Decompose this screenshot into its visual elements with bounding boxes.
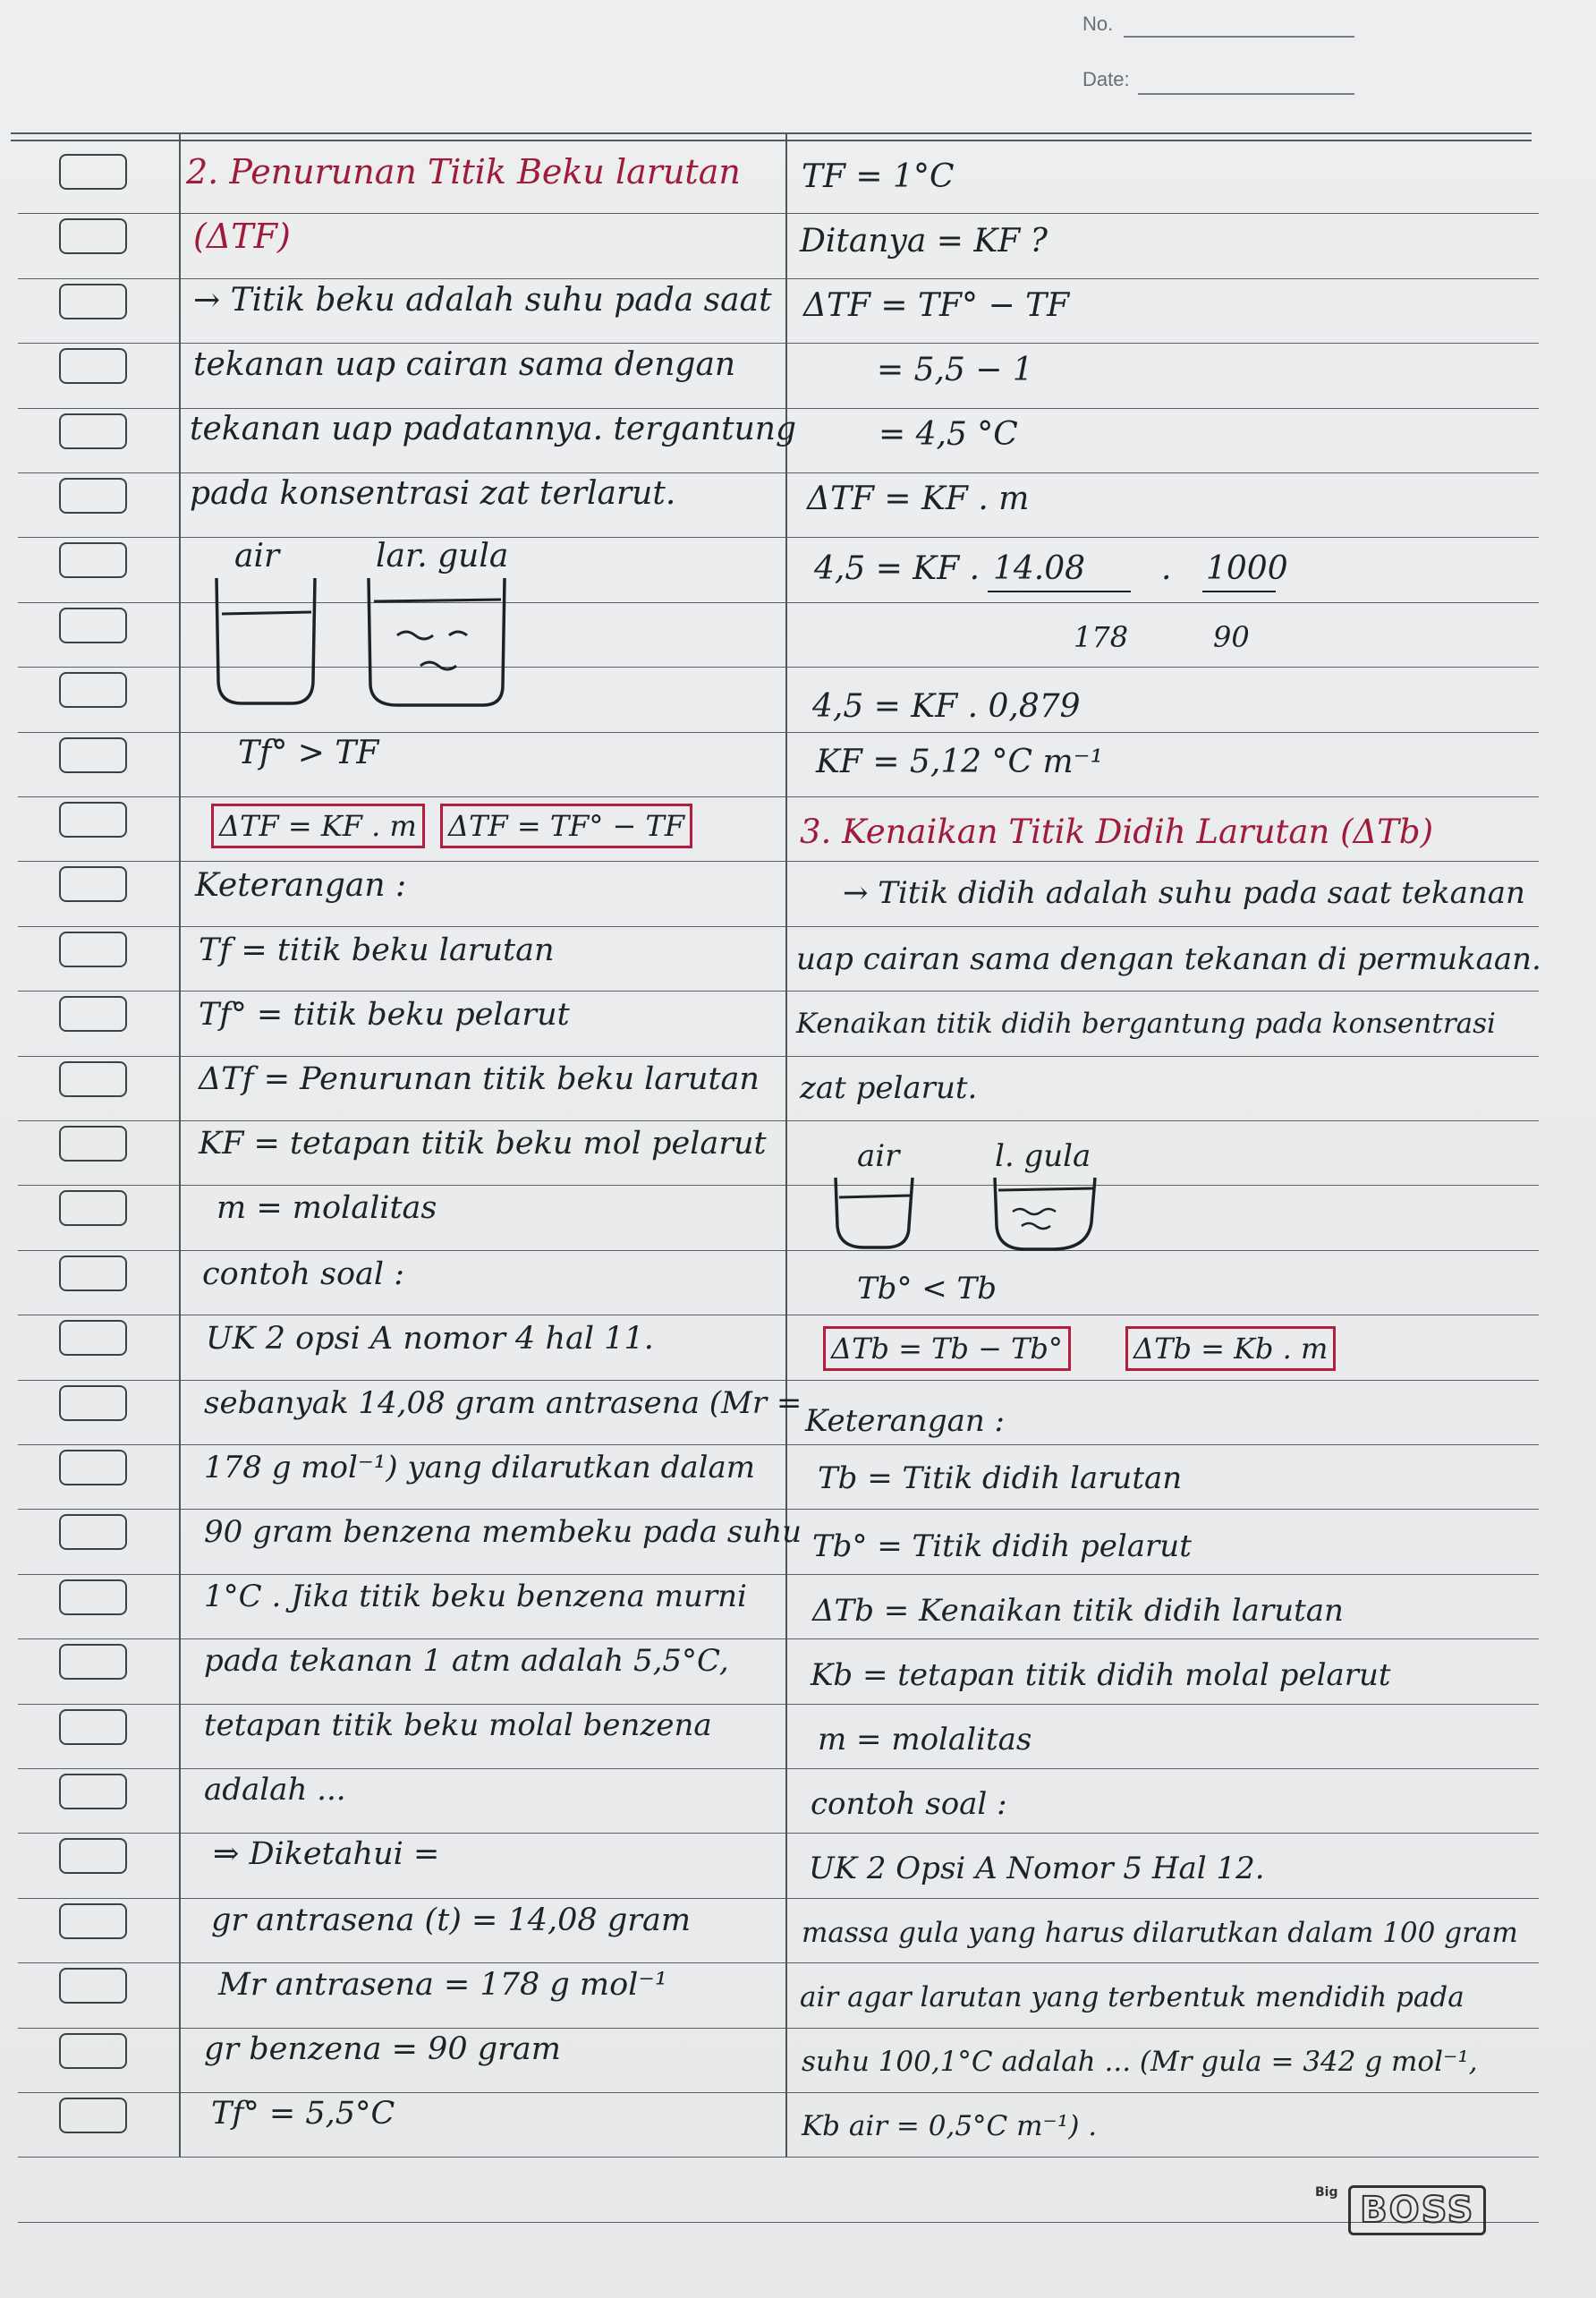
left-soal-5: 1°C . Jika titik beku benzena murni [204, 1579, 747, 1614]
date-label: Date: [1082, 68, 1130, 90]
checkbox[interactable] [59, 996, 127, 1032]
solute-waves [397, 632, 467, 669]
left-soal-8: adalah ... [204, 1772, 346, 1808]
checkbox[interactable] [59, 737, 127, 773]
checkbox[interactable] [59, 1903, 127, 1939]
right-heading-3: 3. Kenaikan Titik Didih Larutan (ΔTb) [800, 813, 1434, 851]
checkbox[interactable] [59, 348, 127, 384]
left-diketahui: ⇒ Diketahui = [213, 1836, 440, 1872]
right-r6: ΔTF = KF . m [807, 481, 1030, 517]
row-line [18, 1638, 1539, 1639]
right-def-2: uap cairan sama dengan tekanan di permukaan. [796, 941, 1541, 977]
checkbox[interactable] [59, 1190, 127, 1226]
right-r8: 4,5 = KF . 0,879 [812, 688, 1081, 725]
checkbox[interactable] [59, 1061, 127, 1097]
water-level [222, 612, 311, 614]
left-dik-1: gr antrasena (t) = 14,08 gram [211, 1902, 692, 1938]
left-dik-2: Mr antrasena = 178 g mol⁻¹ [218, 1967, 667, 2003]
left-ket-3: ΔTf = Penurunan titik beku larutan [199, 1061, 760, 1097]
left-def-4: pada konsentrasi zat terlarut. [190, 475, 676, 512]
solution-level [374, 600, 501, 601]
top-rule [11, 132, 1532, 134]
row-line [18, 1380, 1539, 1381]
row-line [18, 1056, 1539, 1057]
left-dik-4: Tf° = 5,5°C [211, 2096, 395, 2132]
right-ket-4: Kb = tetapan titik didih molal pelarut [811, 1657, 1391, 1693]
right-ket-3: ΔTb = Kenaikan titik didih larutan [812, 1593, 1344, 1629]
checkbox[interactable] [59, 802, 127, 838]
right-def-1: → Titik didih adalah suhu pada saat tekanan [843, 875, 1525, 911]
row-line [18, 1120, 1539, 1121]
checkbox[interactable] [59, 1774, 127, 1809]
checkbox[interactable] [59, 1579, 127, 1615]
right-r1: TF = 1°C [802, 158, 955, 195]
right-r7-lhs: 4,5 = KF . [814, 550, 981, 587]
checkbox[interactable] [59, 284, 127, 319]
left-formula-1: ΔTF = KF . m [211, 804, 425, 848]
right-soal-2: massa gula yang harus dilarutkan dalam 100 gram [802, 1917, 1518, 1949]
fraction-bar-1 [988, 591, 1131, 592]
no-line [1124, 36, 1354, 38]
row-line [18, 1962, 1539, 1963]
row-line [18, 1185, 1539, 1186]
checkbox[interactable] [59, 154, 127, 190]
logo-big-text: BOSS [1348, 2185, 1486, 2235]
left-soal-4: 90 gram benzena membeku pada suhu [204, 1514, 802, 1550]
checkbox[interactable] [59, 1968, 127, 2004]
right-ket-5: m = molalitas [818, 1722, 1032, 1758]
checkbox[interactable] [59, 2098, 127, 2133]
checkbox[interactable] [59, 542, 127, 578]
right-r3: ΔTF = TF° − TF [803, 287, 1070, 324]
fraction-bar-2 [1202, 591, 1276, 592]
left-ket-2: Tf° = titik beku pelarut [199, 997, 570, 1033]
water-level-2 [839, 1196, 911, 1197]
row-line [18, 213, 1539, 214]
right-soal-5: Kb air = 0,5°C m⁻¹) . [802, 2110, 1098, 2142]
row-line [18, 926, 1539, 927]
right-compare: Tb° < Tb [857, 1271, 997, 1306]
row-line [18, 796, 1539, 797]
checkbox[interactable] [59, 672, 127, 708]
right-r7-dot: . [1161, 550, 1172, 587]
left-contoh: contoh soal : [202, 1256, 405, 1292]
left-soal-6: pada tekanan 1 atm adalah 5,5°C, [204, 1643, 729, 1679]
left-def-2: tekanan uap cairan sama dengan [193, 346, 736, 383]
left-ket-5: m = molalitas [216, 1190, 437, 1226]
row-line [18, 2092, 1539, 2093]
row-line [18, 1704, 1539, 1705]
right-r7-den2: 90 [1213, 620, 1250, 654]
row-line [18, 472, 1539, 473]
left-def-1: → Titik beku adalah suhu pada saat [193, 282, 772, 319]
checkbox[interactable] [59, 1320, 127, 1356]
checkbox[interactable] [59, 1450, 127, 1485]
checkbox[interactable] [59, 1255, 127, 1291]
right-r4: = 5,5 − 1 [877, 352, 1033, 388]
solute-waves-2 [1013, 1209, 1056, 1229]
beaker-air [216, 578, 315, 703]
right-r5: = 4,5 °C [879, 416, 1018, 453]
row-line [18, 861, 1539, 862]
right-label-gula: l. gula [995, 1138, 1091, 1174]
right-r7-num2: 1000 [1206, 550, 1288, 587]
left-compare: Tf° > TF [238, 735, 379, 771]
row-line [18, 2222, 1539, 2223]
checkbox[interactable] [59, 1514, 127, 1550]
right-contoh: contoh soal : [811, 1786, 1007, 1822]
logo-small-text: Big [1315, 2185, 1338, 2200]
row-line [18, 343, 1539, 344]
right-def-3: Kenaikan titik didih bergantung pada konsentrasi [796, 1008, 1496, 1040]
left-soal-1: UK 2 opsi A nomor 4 hal 11. [206, 1321, 654, 1357]
row-line [18, 1509, 1539, 1510]
row-line [18, 2157, 1539, 2158]
row-line [18, 1574, 1539, 1575]
left-keterangan: Keterangan : [195, 867, 407, 904]
left-label-air: air [234, 538, 280, 574]
solution-level-2 [998, 1188, 1093, 1190]
right-r9: KF = 5,12 °C m⁻¹ [816, 744, 1104, 780]
brand-logo [1315, 2185, 1486, 2235]
row-line [18, 1444, 1539, 1445]
right-formula-2: ΔTb = Kb . m [1125, 1326, 1336, 1371]
date-line [1138, 93, 1354, 95]
left-soal-7: tetapan titik beku molal benzena [204, 1707, 712, 1743]
checkbox[interactable] [59, 218, 127, 254]
right-ket-2: Tb° = Titik didih pelarut [812, 1528, 1192, 1564]
checkbox[interactable] [59, 1385, 127, 1421]
checkbox[interactable] [59, 1126, 127, 1162]
row-line [18, 1250, 1539, 1251]
left-beaker-diagram [206, 573, 528, 716]
row-line [18, 1768, 1539, 1769]
row-line [18, 278, 1539, 279]
right-ket-1: Tb = Titik didih larutan [818, 1460, 1183, 1496]
checkbox[interactable] [59, 2033, 127, 2069]
row-line [18, 732, 1539, 733]
row-line [18, 991, 1539, 992]
right-def-4: zat pelarut. [800, 1070, 978, 1106]
top-rule-2 [11, 140, 1532, 141]
row-line [18, 1898, 1539, 1899]
checkbox[interactable] [59, 1709, 127, 1745]
right-r7-num1: 14.08 [993, 550, 1086, 587]
right-soal-3: air agar larutan yang terbentuk mendidih pada [800, 1981, 1464, 2013]
row-line [18, 1833, 1539, 1834]
right-r7-den1: 178 [1074, 620, 1129, 654]
left-formula-2: ΔTF = TF° − TF [440, 804, 692, 848]
right-soal-1: UK 2 Opsi A Nomor 5 Hal 12. [809, 1851, 1265, 1886]
left-heading-sub: (ΔTF) [193, 217, 291, 256]
right-keterangan: Keterangan : [805, 1403, 1006, 1439]
beaker-gula [369, 578, 505, 705]
right-label-air: air [857, 1138, 900, 1174]
left-soal-3: 178 g mol⁻¹) yang dilarutkan dalam [204, 1450, 756, 1485]
left-def-3: tekanan uap padatannya. tergantung [190, 411, 797, 447]
left-soal-2: sebanyak 14,08 gram antrasena (Mr = [204, 1385, 802, 1421]
checkbox[interactable] [59, 478, 127, 514]
left-ket-4: KF = tetapan titik beku mol pelarut [199, 1126, 767, 1162]
no-label: No. [1082, 13, 1114, 35]
checkbox[interactable] [59, 413, 127, 449]
row-line [18, 2028, 1539, 2029]
right-formula-1: ΔTb = Tb − Tb° [823, 1326, 1071, 1371]
right-r2: Ditanya = KF ? [800, 223, 1048, 260]
right-soal-4: suhu 100,1°C adalah ... (Mr gula = 342 g mol⁻¹, [802, 2046, 1478, 2078]
left-heading: 2. Penurunan Titik Beku larutan [186, 152, 741, 192]
row-line [18, 408, 1539, 409]
checkbox[interactable] [59, 866, 127, 902]
right-beaker-diagram [823, 1172, 1109, 1262]
left-dik-3: gr benzena = 90 gram [204, 2031, 561, 2067]
checkbox[interactable] [59, 1838, 127, 1874]
left-ket-1: Tf = titik beku larutan [199, 932, 555, 968]
checkbox[interactable] [59, 1644, 127, 1680]
left-label-gula: lar. gula [376, 538, 509, 574]
margin-line [179, 134, 181, 2157]
beaker-air-2 [836, 1178, 913, 1247]
checkbox[interactable] [59, 932, 127, 967]
checkbox[interactable] [59, 608, 127, 643]
